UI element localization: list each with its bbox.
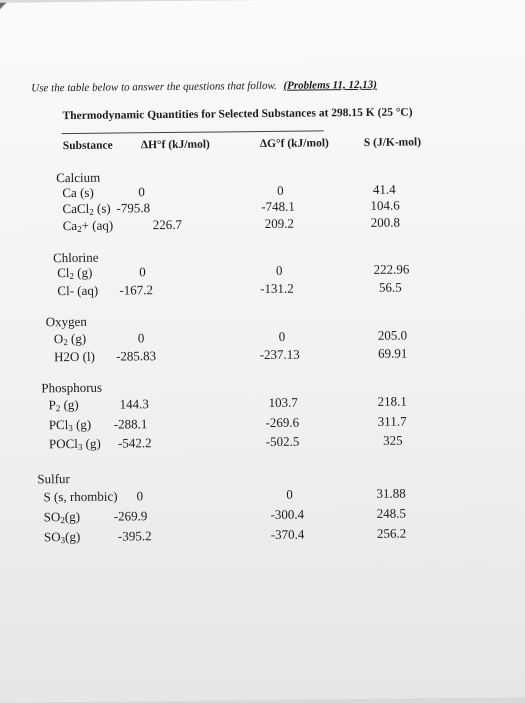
enthalpy-cell: 0: [138, 184, 145, 200]
gibbs-cell: -131.2: [260, 280, 294, 297]
substance-cell: Ca (s): [62, 184, 94, 201]
group-label-oxygen: Oxygen: [45, 313, 87, 330]
entropy-cell: 200.8: [370, 214, 400, 230]
enthalpy-cell: -269.9: [113, 508, 148, 524]
page-corner-shadow: [0, 3, 7, 25]
enthalpy-cell: -167.2: [119, 282, 154, 298]
enthalpy-cell: -285.83: [115, 348, 157, 364]
gibbs-cell: 0: [275, 262, 283, 278]
substance-cell: POCl$_3$ (g): [48, 435, 101, 452]
enthalpy-cell: -795.8: [116, 200, 151, 216]
entropy-cell: 311.7: [377, 413, 407, 429]
gibbs-cell: -370.4: [270, 526, 305, 542]
problem-numbers: (Problems 11, 12,13): [283, 78, 377, 92]
group-label-calcium: Calcium: [56, 169, 101, 186]
entropy-cell: 205.0: [377, 327, 408, 343]
entropy-cell: 218.1: [377, 393, 407, 409]
enthalpy-cell: 144.3: [119, 396, 149, 412]
enthalpy-cell: -395.2: [117, 528, 152, 544]
entropy-cell: 41.4: [372, 181, 396, 197]
entropy-cell: 56.5: [378, 279, 402, 295]
gibbs-cell: -502.5: [265, 433, 300, 449]
enthalpy-cell: 0: [136, 488, 144, 504]
entropy-cell: 248.5: [376, 505, 407, 521]
substance-cell: $P_2$ (g): [48, 396, 79, 414]
enthalpy-cell: -288.1: [113, 416, 148, 432]
substance-cell: Cl- (aq): [57, 282, 99, 299]
entropy-cell: 31.88: [376, 485, 406, 501]
gibbs-cell: 209.2: [264, 215, 295, 231]
entropy-cell: 69.91: [377, 345, 408, 361]
header-gibbs: ΔG°f (kJ/mol): [259, 137, 329, 151]
gibbs-cell: -237.13: [259, 346, 300, 363]
gibbs-cell: -269.6: [265, 414, 300, 430]
gibbs-cell: -748.1: [261, 198, 295, 215]
entropy-cell: 325: [383, 432, 403, 448]
table-title: Thermodynamic Quantities for Selected Substances at 298.15 K (25 °C): [62, 106, 413, 123]
enthalpy-cell: -542.2: [117, 435, 152, 451]
substance-cell: $SO_3(g)$: [43, 528, 81, 546]
gibbs-cell: 0: [277, 182, 284, 198]
entropy-cell: 256.2: [376, 525, 407, 541]
gibbs-cell: 103.7: [268, 394, 298, 410]
group-label-sulfur: Sulfur: [37, 471, 70, 487]
instructions-text: Use the table below to answer the questions that follow.: [31, 79, 277, 95]
substance-cell: CaCl$_2$ (s): [62, 200, 111, 217]
entropy-cell: 222.96: [373, 261, 410, 277]
entropy-cell: 104.6: [370, 197, 400, 213]
substance-cell: PCl$_3$ (g): [48, 416, 92, 434]
header-enthalpy: ΔH°f (kJ/mol): [140, 138, 210, 152]
header-entropy: S (J/K-mol): [363, 136, 422, 149]
header-substance: Substance: [62, 139, 113, 153]
gibbs-cell: -300.4: [270, 506, 305, 522]
gibbs-cell: 0: [278, 328, 286, 344]
gibbs-cell: 0: [286, 486, 293, 502]
substance-cell: $Ca_2+ (aq)$: [62, 217, 114, 234]
enthalpy-cell: 226.7: [152, 216, 183, 233]
enthalpy-cell: 0: [139, 264, 146, 280]
substance-cell: $SO_2(g)$: [43, 508, 81, 526]
substance-cell: S (s, rhombic): [43, 488, 118, 505]
substance-cell: $Cl_2$ (g): [57, 264, 93, 282]
substance-cell: H2O (l): [53, 348, 95, 365]
substance-cell: $O_2$ (g): [53, 330, 87, 348]
header-rule: [62, 130, 324, 134]
group-label-chlorine: Chlorine: [52, 249, 99, 266]
enthalpy-cell: 0: [137, 330, 145, 346]
instructions: [31, 79, 377, 95]
group-label-phosphorus: Phosphorus: [41, 379, 103, 396]
